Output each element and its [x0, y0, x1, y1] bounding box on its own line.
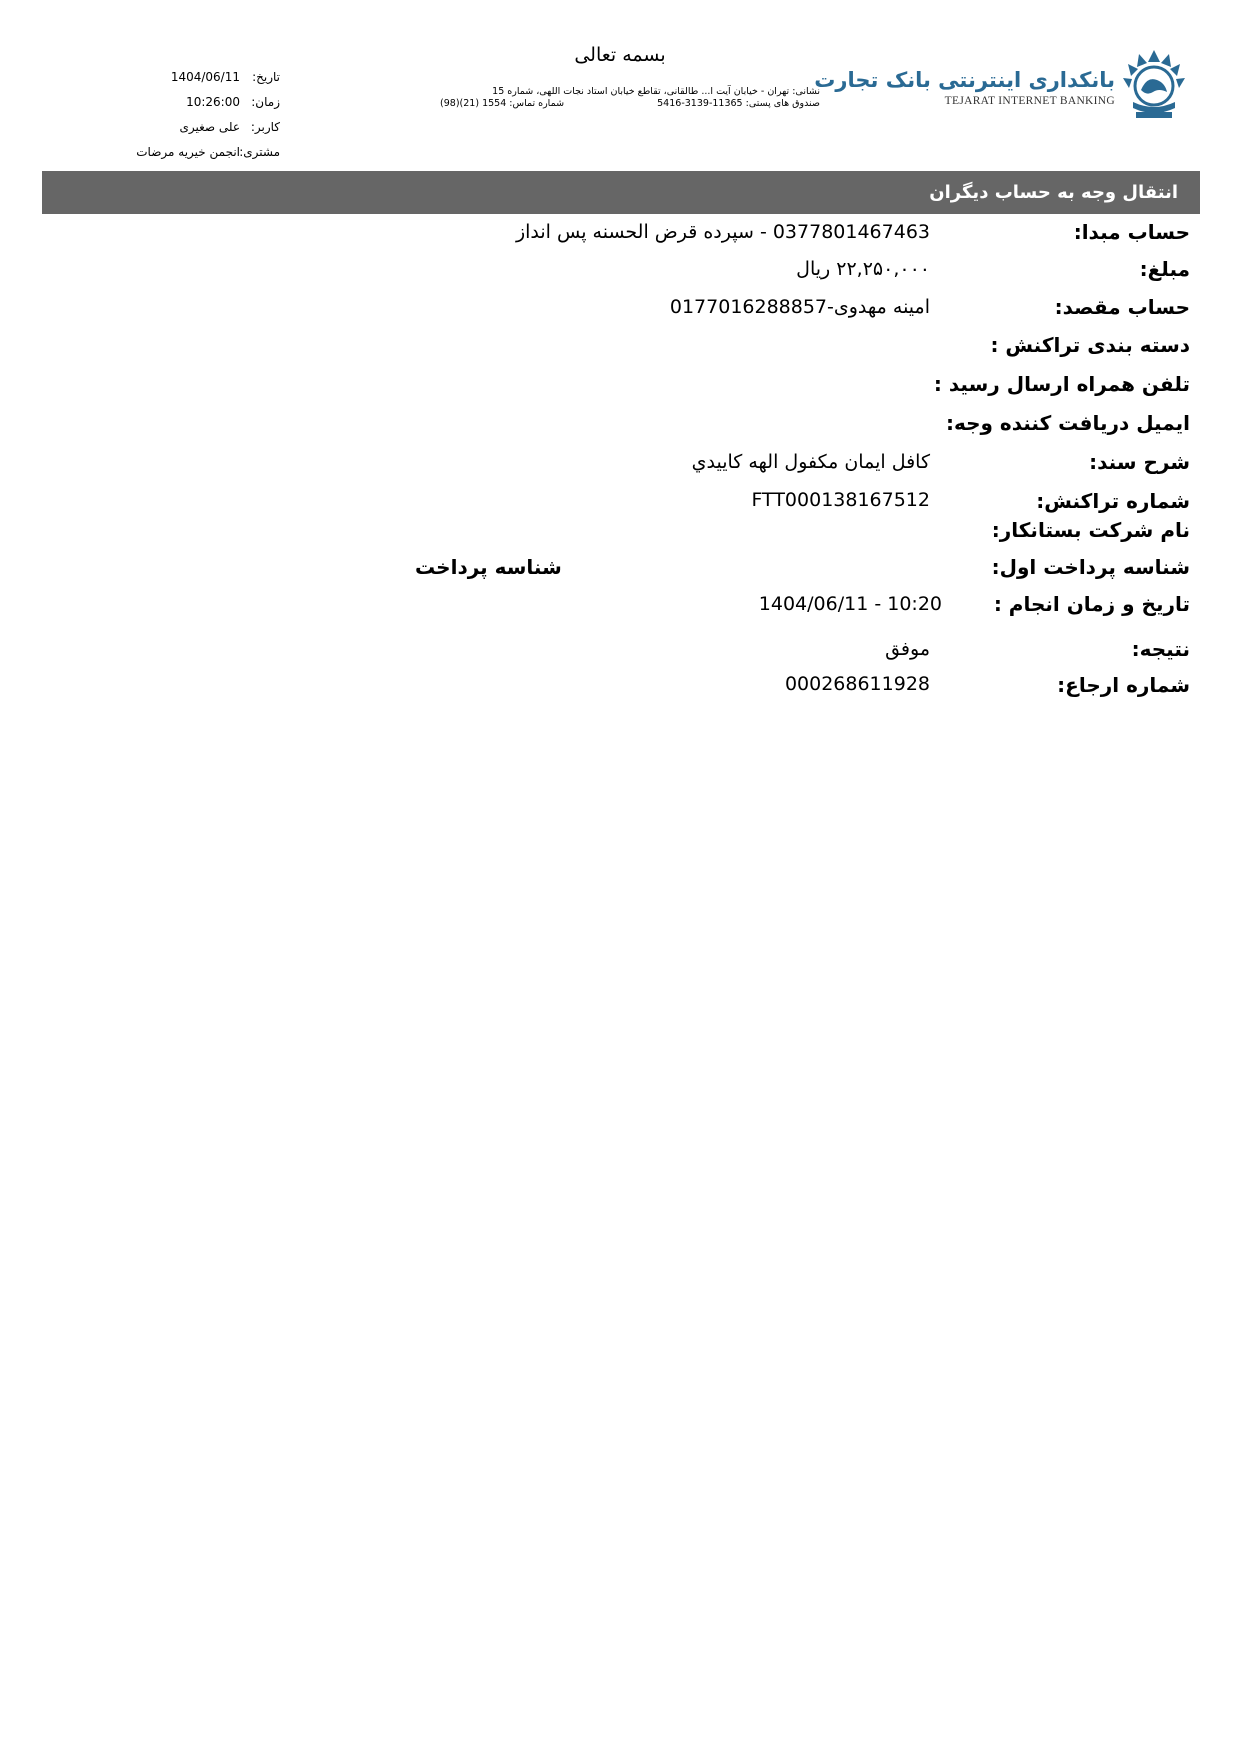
bank-logo [814, 46, 1195, 122]
address-line [440, 86, 820, 98]
document-description-value: کافل ایمان مکفول الهه کاییدي [691, 451, 930, 473]
contact-line [440, 98, 820, 110]
meta-label: مشتری: [239, 144, 280, 159]
mobile-receipt-label: تلفن همراه ارسال رسید : [933, 372, 1190, 396]
meta-row-customer [100, 139, 280, 164]
reference-number-value [785, 673, 930, 695]
postal-box-text: صندوق های پستی: 11365-3139-5416 [657, 98, 820, 109]
reference-number-label: شماره ارجاع: [1057, 673, 1190, 697]
address-text: نشانی: تهران - خیابان آیت ا... طالقانی، تقاطع خیابان استاد نجات اللهی، شماره 15 [492, 86, 820, 97]
transaction-number-text: FTT000138167512 [751, 489, 930, 511]
execution-datetime-label: تاریخ و زمان انجام : [993, 592, 1190, 616]
meta-value: انجمن خیریه مرضات [136, 144, 240, 159]
source-account-label: حساب مبدا: [1073, 220, 1190, 244]
page-title-bar [42, 171, 1200, 214]
print-meta-block [100, 64, 280, 164]
document-description-label: شرح سند: [1089, 450, 1190, 474]
meta-row-time [100, 89, 280, 114]
meta-row-date [100, 64, 280, 89]
transaction-number-label: شماره تراکنش: [1036, 489, 1190, 513]
destination-account-value: امینه مهدوی-0177016288857 [669, 296, 930, 318]
meta-value: 10:26:00 [186, 94, 240, 109]
meta-row-user [100, 114, 280, 139]
creditor-company-label: نام شرکت بستانکار: [991, 518, 1190, 542]
meta-label: زمان: [251, 94, 280, 109]
source-account-value: 0377801467463 - سپرده قرض الحسنه پس انداز [515, 221, 930, 243]
tejarat-bank-emblem-icon [1119, 46, 1189, 122]
amount-label: مبلغ: [1139, 257, 1190, 281]
meta-label: تاریخ: [252, 69, 280, 84]
reference-number-text: 000268611928 [784, 673, 930, 695]
destination-account-label: حساب مقصد: [1054, 295, 1190, 319]
logo-text-block [814, 68, 1115, 107]
execution-datetime-text: 1404/06/11 - 10:20 [758, 593, 942, 615]
bank-address-block [440, 86, 820, 110]
amount-value: ۲۲,۲۵۰,۰۰۰ ریال [796, 258, 930, 280]
meta-value: 1404/06/11 [170, 69, 240, 84]
transaction-number-value [751, 489, 930, 511]
first-payment-id-label: شناسه پرداخت اول: [991, 555, 1190, 579]
result-value: موفق [885, 638, 930, 660]
phone-text: شماره تماس: 1554 (21)(98) [440, 98, 565, 109]
first-payment-id-value: شناسه پرداخت [415, 555, 562, 579]
recipient-email-label: ایمیل دریافت کننده وجه: [945, 411, 1190, 435]
result-label: نتیجه: [1131, 637, 1190, 661]
page-title: انتقال وجه به حساب دیگران [929, 182, 1178, 203]
logo-english-text: TEJARAT INTERNET BANKING [944, 95, 1115, 107]
transaction-category-label: دسته بندی تراکنش : [990, 333, 1190, 357]
execution-datetime-value [759, 593, 942, 615]
meta-label: کاربر: [250, 119, 280, 134]
logo-persian-text: بانکداری اینترنتی بانک تجارت [814, 68, 1115, 92]
bismillah-heading: بسمه تعالی [574, 44, 666, 66]
meta-value: علی صغیری [179, 119, 240, 134]
